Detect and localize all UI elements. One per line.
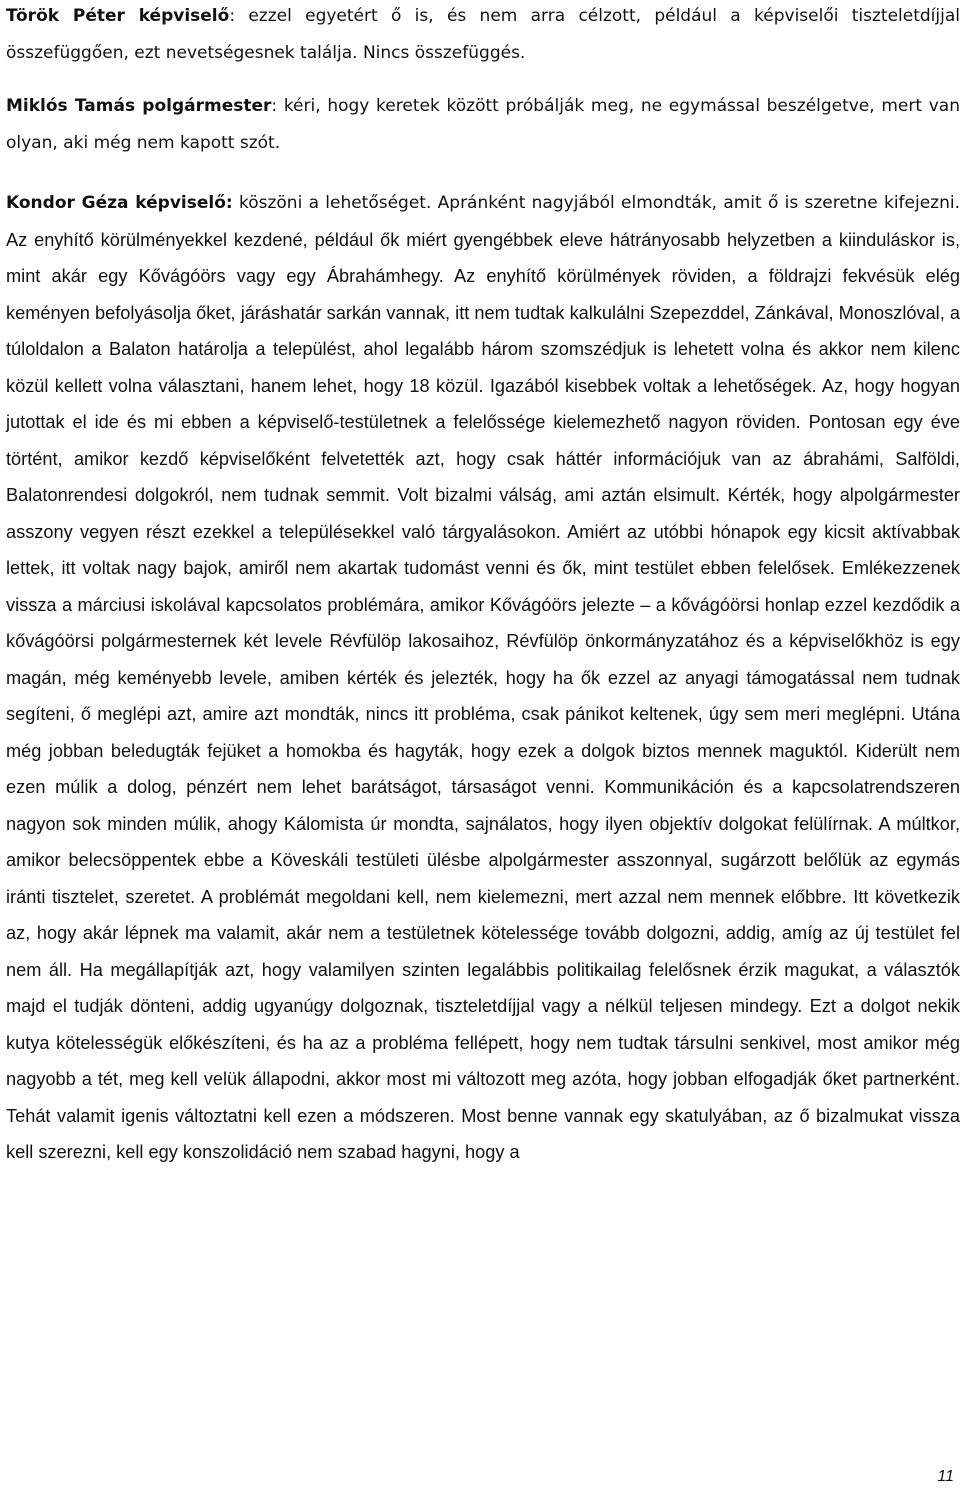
- paragraph-miklos: [6, 88, 960, 161]
- speaker-name: Miklós Tamás polgármester: [6, 96, 272, 116]
- paragraph-text: Az enyhítő körülményekkel kezdené, például ők miért gyengébbek eleve hátrányosabb helyzetben a kiinduláskor is, mint akár egy Kővágóörs vagy egy Ábrahámhegy. Az enyhítő körülmények röviden, a földrajzi fekvésük elég keményen befolyásolja őket, járáshatár sarkán vannak, itt nem tudtak kalkulálni Szepezddel, Zánkával, Monoszlóval, a túloldalon a Balaton határolja a települést, ahol legalább három szomszédjuk is lehetett volna és akkor nem kilenc közül kellett volna választani, hanem lehet, hogy 18 közül. Igazából kisebbek voltak a lehetőségek. Az, hogy hogyan jutottak el ide és mi ebben a képviselő-testületnek a felelőssége kielemezhető nagyon röviden. Pontosan egy éve történt, amikor kezdő képviselőként felvetették azt, hogy csak háttér információjuk van az ábrahámi, Salföldi, Balatonrendesi dolgokról, nem tudnak semmit. Volt bizalmi válság, ami aztán elsimult. Kérték, hogy alpolgármester asszony vegyen részt ezekkel a településekkel való tárgyalásokon. Amiért az utóbbi hónapok egy kicsit aktívabbak lettek, itt voltak nagy bajok, amiről nem akartak tudomást venni és ők, mint testület ebben felelősek. Emlékezzenek vissza a márciusi iskolával kapcsolatos problémára, amikor Kővágóörs jelezte – a kővágóörsi honlap ezzel kezdődik a kővágóörsi polgármesternek két levele Révfülöp lakosaihoz, Révfülöp önkormányzatához és a képviselőkhöz is egy magán, még keményebb levele, amiben kérték és jelezték, hogy ha ők ezzel az anyagi támogatással nem tudnak segíteni, ő meglépi azt, amire azt mondták, nincs itt probléma, csak pánikot keltenek, úgy sem meri meglépni. Utána még jobban beledugták fejüket a homokba és hagyták, hogy ezek a dolgok biztos mennek maguktól. Kiderült nem ezen múlik a dolog, pénzért nem lehet barátságot, társaságot venni. Kommunikáción és a kapcsolatrendszeren nagyon sok minden múlik, ahogy Kálomista úr mondta, sajnálatos, hogy ilyen objektív dolgokat felülírnak. A múltkor, amikor belecsöppentek ebbe a Köveskáli testületi ülésbe alpolgármester asszonnyal, sugárzott belőlük az egymás iránti tisztelet, szeretet. A problémát megoldani kell, nem kielemezni, mert azzal nem mennek előbbre. Itt következik az, hogy akár lépnek ma valamit, akár nem a testületnek kötelessége tovább dolgozni, addig, amíg az új testület fel nem áll. Ha megállapítják azt, hogy valamilyen szinten legalábbis politikailag felelősnek érzik magukat, a választók majd el tudják dönteni, addig ugyanúgy dolgoznak, tiszteletdíjjal vagy a nélkül teljesen mindegy. Ezt a dolgot nekik kutya kötelességük előkészíteni, és ha az a probléma fellépett, hogy nem tudtak társulni senkivel, most amikor még nagyobb a tét, meg kell velük állapodni, akkor most mi változott meg azóta, hogy jobban elfogadják őket partnerként. Tehát valamit igenis változtatni kell ezen a módszeren. Most benne vannak egy skatulyában, az ő bizalmukat vissza kell szerezni, kell egy konszolidáció nem szabad hagyni, hogy a: [6, 229, 960, 1162]
- speaker-name: Kondor Géza képviselő:: [6, 193, 233, 213]
- page-number: 11: [937, 1468, 954, 1485]
- paragraph-text: : kéri, hogy keretek között próbálják meg, ne egymással beszélgetve, mert van olyan, aki még nem kapott szót.: [6, 96, 960, 153]
- speaker-name: Török Péter képviselő: [6, 6, 230, 26]
- paragraph-kondor: [6, 184, 960, 1171]
- paragraph-torok: [6, 0, 960, 71]
- paragraph-intro-text: köszöni a lehetőséget. Apránként nagyjából elmondták, amit ő is szeretne kifejezni.: [232, 193, 960, 213]
- paragraph-text: : ezzel egyetért ő is, és nem arra célzott, például a képviselői tiszteletdíjjal összefüggően, ezt nevetségesnek találja. Nincs összefüggés.: [6, 6, 960, 63]
